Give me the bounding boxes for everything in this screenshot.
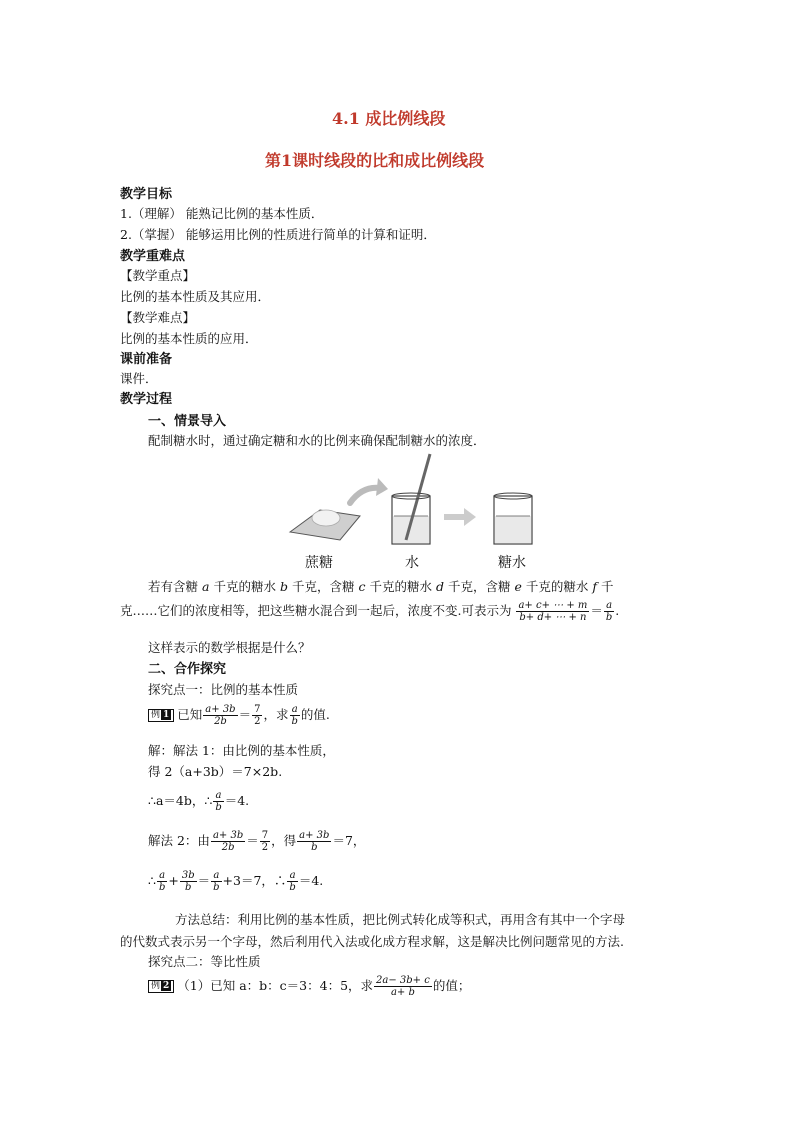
sugar-water-illustration [280, 448, 550, 558]
page-subtitle: 第1课时线段的比和成比例线段 [265, 151, 485, 170]
fraction-3b-b: $\frac{3b}{b}$ [181, 870, 195, 893]
fraction-a-b: $\frac{a}{b}$ [605, 600, 613, 623]
fraction-a-b: $\frac{a}{b}$ [158, 870, 166, 893]
key-heading: 教学重难点 [120, 249, 186, 264]
fraction-a-b: $\frac{a}{b}$ [291, 704, 298, 727]
arrow-right-icon [444, 508, 476, 526]
text: 克……它们的浓度相等，把这些糖水混合到一起后，浓度不变.可表示为 [120, 603, 512, 618]
fraction-sum: $\frac{a+ c+ \cdots + m}{b+ d+ \cdots + n}$ [518, 600, 588, 623]
difficulty-text: 比例的基本性质的应用． [120, 331, 258, 346]
fraction-2a3bc-ab: $\frac{2a- 3b+ c}{a+ b}$ [376, 975, 430, 998]
intro-text: 配制糖水时，通过确定糖和水的比例来确保配制糖水的浓度． [148, 433, 486, 448]
beaker-sugar-water-icon [494, 493, 532, 544]
paragraph-concentration [148, 577, 613, 595]
goal-2: 2.（掌握） 能够运用比例的性质进行简单的计算和证明． [120, 227, 436, 242]
prep-text: 课件． [120, 371, 158, 386]
curved-arrow-icon [350, 478, 388, 503]
fraction-a-b: $\frac{a}{b}$ [215, 790, 222, 813]
coop-heading: 二、合作探究 [148, 662, 227, 677]
text: 千 [600, 579, 614, 594]
fraction-7-2: $\frac{7}{2}$ [254, 704, 261, 727]
solution-line-2: 得 2（a+3b）＝7×2b. [148, 764, 283, 779]
page-title: 4.1 成比例线段 [332, 109, 446, 128]
solution-line-4: 解法 2：由 $\frac{a+ 3b}{2b}$ ＝ $\frac{7}{2}$ ，得 $\frac{a+ 3b}{b}$ ＝7， [148, 830, 366, 853]
text: 千克，含糖 [291, 579, 355, 594]
label-water: 水 [405, 555, 419, 571]
var-a: a [202, 579, 210, 594]
goal-1: 1.（理解） 能熟记比例的基本性质． [120, 206, 324, 221]
focus-text: 比例的基本性质及其应用． [120, 289, 271, 304]
text: 千克的糖水 [369, 579, 432, 594]
intro-heading: 一、情景导入 [148, 414, 227, 429]
var-c: c [358, 579, 366, 594]
fraction-a-b: $\frac{a}{b}$ [213, 870, 220, 893]
label-sugar-water: 糖水 [498, 555, 526, 571]
solution-line-3: ∴a＝4b，∴ $\frac{a}{b}$ ＝4. [148, 790, 250, 813]
process-heading: 教学过程 [120, 392, 173, 407]
var-f: f [592, 579, 597, 594]
label-sucrose: 蔗糖 [305, 555, 333, 571]
goals-heading: 教学目标 [120, 187, 173, 202]
sugar-paper-icon [290, 510, 360, 540]
text: 若有含糖 [148, 579, 199, 594]
solution-line-5: ∴ $\frac{a}{b}$ + $\frac{3b}{b}$ ＝ $\frac{a}{b}$ +3＝7，∴ $\frac{a}{b}$ ＝4. [148, 870, 324, 893]
example-tag: 例 1 [148, 709, 174, 722]
prep-heading: 课前准备 [120, 352, 173, 367]
beaker-water-icon [392, 454, 430, 544]
method-summary-line-1: 方法总结：利用比例的基本性质，把比例式转化成等积式，再用含有其中一个字母 [175, 912, 626, 927]
difficulty-tag: 【教学难点】 [120, 310, 196, 325]
example-tag: 例 2 [148, 980, 174, 993]
example-2: 例 2 （1）已知 a：b：c＝3：4：5，求 $\frac{2a- 3b+ c}{a+ b}$ 的值； [148, 975, 470, 998]
question-text: 这样表示的数学根据是什么？ [148, 640, 311, 655]
solution-line-1: 解：解法 1：由比例的基本性质， [148, 743, 335, 758]
focus-tag: 【教学重点】 [120, 268, 196, 283]
text: 千克，含糖 [447, 579, 511, 594]
paragraph-concentration-line2: 克……它们的浓度相等，把这些糖水混合到一起后，浓度不变.可表示为 $\frac{a+ c+ \cdots + m}{b+ d+ \cdots + n}$ ＝ $\frac{a}{b}$ . [120, 600, 620, 623]
fraction-7-2: $\frac{7}{2}$ [261, 830, 269, 853]
explore-point-1: 探究点一：比例的基本性质 [148, 682, 299, 697]
fraction-a-b: $\frac{a}{b}$ [289, 870, 296, 893]
var-d: d [435, 579, 444, 594]
method-summary-line-2: 的代数式表示另一个字母，然后利用代入法或化成方程求解，这是解决比例问题常见的方法. [120, 934, 624, 949]
fraction-a3b-2b: $\frac{a+ 3b}{2b}$ [205, 704, 236, 727]
fraction-a3b-2b: $\frac{a+ 3b}{2b}$ [212, 830, 244, 853]
var-e: e [514, 579, 522, 594]
text: 千克的糖水 [213, 579, 276, 594]
example-1: 例 1 已知 $\frac{a+ 3b}{2b}$ ＝ $\frac{7}{2}$ ，求 $\frac{a}{b}$ 的值. [148, 704, 330, 727]
fraction-a3b-b: $\frac{a+ 3b}{b}$ [299, 830, 330, 853]
explore-point-2: 探究点二：等比性质 [148, 954, 261, 969]
text: 千克的糖水 [525, 579, 589, 594]
var-b: b [279, 579, 288, 594]
